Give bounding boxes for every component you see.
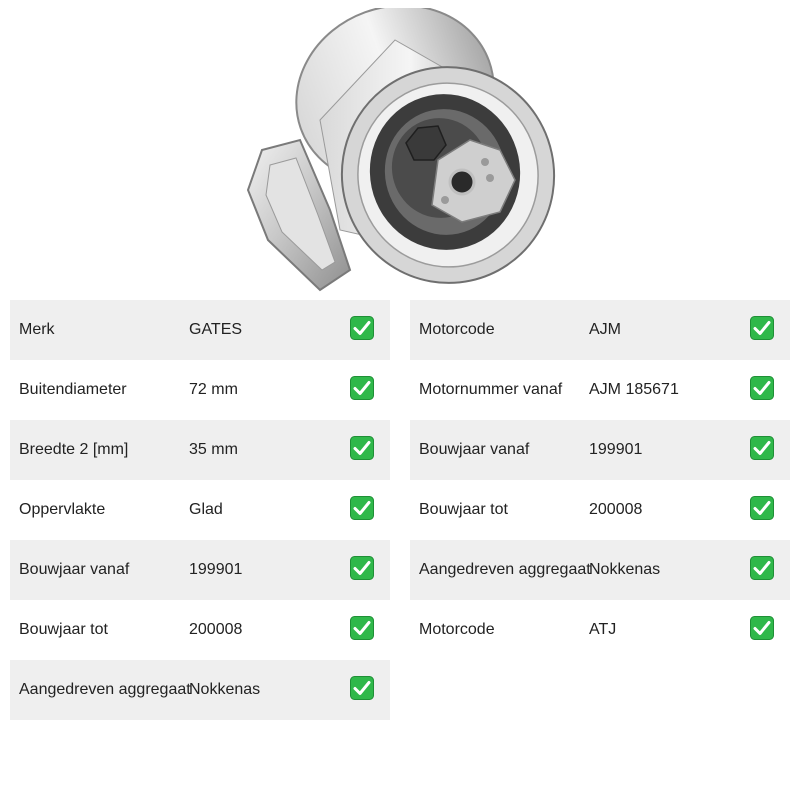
spec-table-right	[410, 300, 790, 660]
spec-value: Glad	[189, 501, 223, 518]
spec-row	[410, 420, 790, 480]
spec-row	[10, 300, 390, 360]
spec-label: Motornummer vanaf	[419, 381, 563, 398]
spec-label: Aangedreven aggregaat	[419, 561, 591, 578]
spec-value: 199901	[589, 441, 643, 458]
spec-row	[410, 300, 790, 360]
spec-row	[410, 600, 790, 660]
check-mark-icon	[350, 616, 374, 640]
check-mark-icon	[350, 436, 374, 460]
tensioner-pulley-image	[240, 8, 560, 296]
check-mark-icon	[350, 556, 374, 580]
spec-table-left	[10, 300, 390, 720]
spec-row	[10, 660, 390, 720]
spec-row	[10, 480, 390, 540]
spec-value: Nokkenas	[589, 561, 661, 578]
spec-row	[10, 420, 390, 480]
spec-label: Buitendiameter	[19, 381, 127, 398]
spec-label: Bouwjaar vanaf	[19, 561, 130, 578]
check-mark-icon	[750, 496, 774, 520]
spec-value: 35 mm	[189, 441, 238, 458]
spec-value: AJM	[589, 321, 621, 338]
spec-label: Breedte 2 [mm]	[19, 441, 129, 458]
check-mark-icon	[750, 376, 774, 400]
spec-value: 200008	[189, 621, 243, 638]
spec-label: Aangedreven aggregaat	[19, 681, 191, 698]
spec-label: Bouwjaar tot	[419, 501, 508, 518]
spec-label: Bouwjaar tot	[19, 621, 108, 638]
check-mark-icon	[350, 676, 374, 700]
spec-row	[10, 360, 390, 420]
spec-row	[410, 360, 790, 420]
check-mark-icon	[350, 496, 374, 520]
spec-label: Merk	[19, 321, 55, 338]
check-mark-icon	[750, 316, 774, 340]
check-mark-icon	[750, 436, 774, 460]
spec-value: Nokkenas	[189, 681, 261, 698]
spec-row	[10, 600, 390, 660]
spec-row	[410, 540, 790, 600]
spec-value: 72 mm	[189, 381, 238, 398]
spec-label: Bouwjaar vanaf	[419, 441, 530, 458]
spec-value: GATES	[189, 321, 243, 338]
spec-value: ATJ	[589, 621, 617, 638]
spec-value: 199901	[189, 561, 243, 578]
spec-value: AJM 185671	[589, 381, 679, 398]
spec-row	[410, 480, 790, 540]
check-mark-icon	[750, 556, 774, 580]
check-mark-icon	[750, 616, 774, 640]
spec-label: Motorcode	[419, 621, 495, 638]
check-mark-icon	[350, 376, 374, 400]
spec-label: Oppervlakte	[19, 501, 106, 518]
check-mark-icon	[350, 316, 374, 340]
spec-value: 200008	[589, 501, 643, 518]
spec-label: Motorcode	[419, 321, 495, 338]
spec-row	[10, 540, 390, 600]
